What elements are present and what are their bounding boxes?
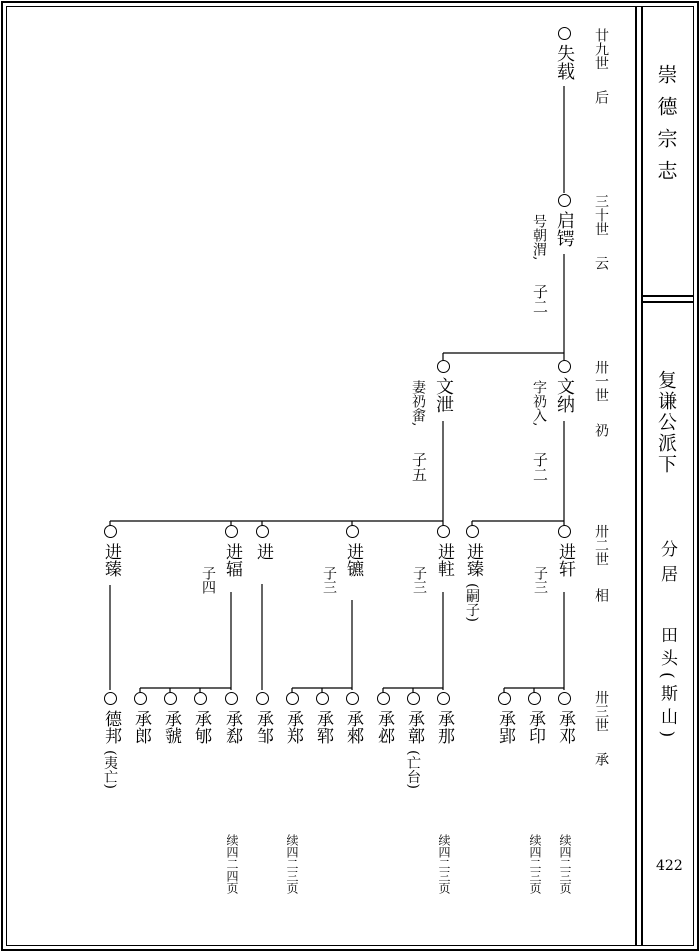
person-name-chengguo: 承虢 <box>161 710 181 744</box>
person-node-qie <box>558 194 571 207</box>
person-note-wenxie-1: 妻礽畬, <box>410 380 426 427</box>
person-node-chengzheng <box>286 692 299 705</box>
person-node-chengzhang <box>407 692 420 705</box>
person-node-debang <box>104 692 117 705</box>
continuation-note: 续四二三页 <box>285 834 299 894</box>
person-name-chengyin: 承印 <box>525 710 545 744</box>
person-node-chengdeng <box>558 692 571 705</box>
person-note-wenna-2: 子二 <box>531 452 549 482</box>
generation-label-32: 卅二世 <box>593 524 609 566</box>
person-name-chengying: 承郢 <box>495 710 515 744</box>
person-name-chengdeng: 承邓 <box>555 710 575 744</box>
generation-label-29: 廿九世 <box>593 28 609 70</box>
person-node-chengzou <box>256 692 269 705</box>
residence-label: 分居 <box>657 540 677 590</box>
person-node-jinxuan <box>558 525 571 538</box>
person-note-jinbiao: 子三 <box>321 566 337 594</box>
person-name-chengna: 承那 <box>434 710 454 744</box>
generation-label-33: 卅三世 <box>593 690 609 732</box>
person-name-chengbi: 承邲 <box>374 710 394 744</box>
continuation-note: 续四二三页 <box>558 834 572 894</box>
person-note-wenna-1: 字礽入, <box>531 380 547 427</box>
generation-label-31: 卅一世 <box>593 360 609 402</box>
person-name-shizai: 失载 <box>554 44 575 80</box>
continuation-note: 续四二四页 <box>225 834 239 894</box>
person-node-jinfu <box>225 525 238 538</box>
person-node-jin <box>256 525 269 538</box>
person-name-jinfu: 进辐 <box>222 543 242 577</box>
person-note-jinzhu: 子三 <box>411 566 427 594</box>
person-name-chengzou: 承邹 <box>253 710 273 744</box>
page-number: 422 <box>656 858 683 874</box>
person-name-jinxuan: 进轩 <box>555 543 575 577</box>
person-note-qie-1: 号朝渭, <box>531 214 547 261</box>
generation-word-33: 承 <box>593 752 609 766</box>
person-name-jinbiao: 进镳 <box>343 543 363 577</box>
person-node-chengguo <box>164 692 177 705</box>
person-note-qie-2: 子二 <box>531 284 549 314</box>
person-note-debang: (夷亡) <box>102 750 118 789</box>
person-node-chengbi <box>377 692 390 705</box>
person-name-chenglang: 承郎 <box>131 710 151 744</box>
person-node-wenxie <box>437 360 450 373</box>
person-name-jinzhu: 进軴 <box>434 543 454 577</box>
person-node-chengying <box>498 692 511 705</box>
generation-word-31: 礽 <box>593 423 609 437</box>
person-node-chengna <box>437 692 450 705</box>
continuation-note: 续四二三页 <box>437 834 451 894</box>
person-node-chengxun <box>194 692 207 705</box>
person-name-qie: 启锷 <box>554 211 575 247</box>
section-title: 复谦公派下 <box>655 370 677 475</box>
person-node-chengzong <box>346 692 359 705</box>
person-node-chengyun <box>316 692 329 705</box>
person-name-wenxie: 文泄 <box>433 377 454 413</box>
person-node-jinbiao <box>346 525 359 538</box>
person-node-shizai <box>558 27 571 40</box>
person-node-jinzhen-1 <box>466 525 479 538</box>
person-name-chengzheng: 承郑 <box>283 710 303 744</box>
residence-place: 田头(斯山) <box>657 626 677 744</box>
person-note-chengzhang: (亡台) <box>405 750 421 789</box>
person-name-chengxi: 承郄 <box>222 710 242 744</box>
continuation-note: 续四二三页 <box>528 834 542 894</box>
person-node-jinzhu <box>437 525 450 538</box>
person-note-jinzhen-1: (嗣子) <box>464 583 480 622</box>
generation-word-30: 云 <box>593 256 609 270</box>
person-node-jinzhen-2 <box>104 525 117 538</box>
person-node-chengxi <box>225 692 238 705</box>
person-node-chenglang <box>134 692 147 705</box>
person-note-jinfu: 子四 <box>200 566 216 594</box>
person-name-jinzhen-2: 进臻 <box>101 543 121 577</box>
person-name-chengxun: 承郇 <box>191 710 211 744</box>
book-title: 崇德宗志 <box>654 64 678 192</box>
person-note-wenxie-2: 子五 <box>410 452 428 482</box>
person-node-wenna <box>558 360 571 373</box>
person-name-chengzong: 承郲 <box>343 710 363 744</box>
generation-label-30: 三十世 <box>593 194 609 236</box>
person-name-jinzhen-1: 进臻 <box>463 543 483 577</box>
person-name-wenna: 文纳 <box>554 377 575 413</box>
person-name-jin: 进 <box>253 543 273 560</box>
generation-word-32: 相 <box>593 588 609 602</box>
person-node-chengyin <box>528 692 541 705</box>
person-name-chengyun: 承郓 <box>313 710 333 744</box>
generation-word-29: 后 <box>593 90 609 104</box>
person-note-jinxuan: 子三 <box>532 566 548 594</box>
person-name-debang: 德邦 <box>101 710 121 744</box>
person-name-chengzhang: 承鄣 <box>404 710 424 744</box>
